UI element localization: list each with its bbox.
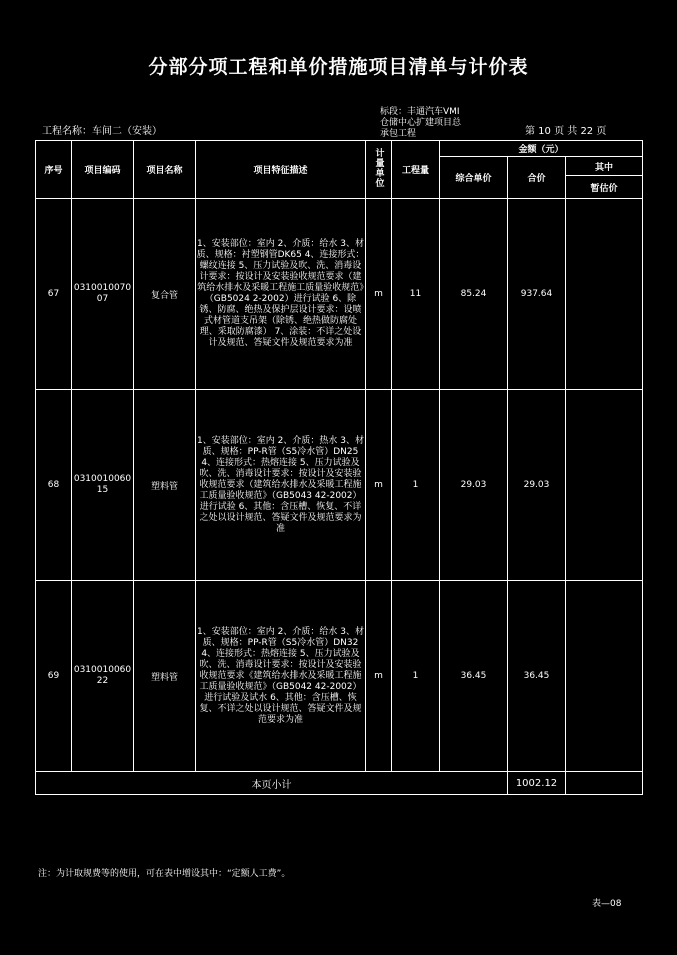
subtotal-label: 本页小计 <box>36 772 508 795</box>
cell-unit-price: 36.45 <box>440 581 508 772</box>
cell-quantity: 1 <box>392 581 440 772</box>
section-meta <box>380 107 461 140</box>
cell-total-price: 937.64 <box>508 199 566 390</box>
section-meta-line-3: 承包工程 <box>380 129 417 139</box>
cell-project-name: 复合管 <box>134 199 196 390</box>
project-name-value: 车间二（安装） <box>92 126 162 137</box>
project-name-label: 工程名称： <box>42 126 92 137</box>
cell-code: 031001007007 <box>72 199 134 390</box>
header-quantity: 工程量 <box>392 141 440 199</box>
cell-unit: m <box>366 581 392 772</box>
bill-of-quantities-table <box>35 140 643 795</box>
header-code: 项目编码 <box>72 141 134 199</box>
header-unit: 计量单位 <box>366 141 392 199</box>
subtotal-estimated <box>566 772 643 795</box>
header-unit-price: 综合单价 <box>440 157 508 199</box>
cell-feature: 1、安装部位：室内 2、介质：热水 3、材质、规格：PP-R管（S5冷水管）DN25 4、连接形式：热熔连接 5、压力试验及吹、洗、消毒设计要求：按设计及安装验收规范要求（建筑给水排水及采暖工程施工质量验收规范》（GB5043 42-2002）进行试验 6、其他：含压槽、恢复、不详之处以设计规范、答疑文件及规范要求为准 <box>196 390 366 581</box>
cell-estimated-price <box>566 199 643 390</box>
header-total-price: 合价 <box>508 157 566 199</box>
section-meta-line-2: 仓储中心扩建项目总 <box>380 118 462 128</box>
header-estimated-price: 暂估价 <box>566 176 643 199</box>
footnote: 注：为计取规费等的使用，可在表中增设其中：“定额人工费”。 <box>38 869 291 879</box>
header-project-name: 项目名称 <box>134 141 196 199</box>
cell-project-name: 塑料管 <box>134 390 196 581</box>
cell-seq: 67 <box>36 199 72 390</box>
header-seq: 序号 <box>36 141 72 199</box>
cell-code: 031001006015 <box>72 390 134 581</box>
page-indicator: 第 10 页 共 22 页 <box>525 126 607 137</box>
form-code: 表—08 <box>592 899 622 909</box>
table-row <box>36 199 643 390</box>
header-feature: 项目特征描述 <box>196 141 366 199</box>
cell-unit: m <box>366 199 392 390</box>
cell-feature: 1、安装部位：室内 2、介质：给水 3、材质、规格：PP-R管（S5冷水管）DN32 4、连接形式：热熔连接 5、压力试验及吹、洗、消毒设计要求：按设计及安装验收规范要求《建筑给水排水及采暖工程施工质量验收规范》（GB5042 42-2002）进行试验及试水 6、其他：含压槽、恢复、不详之处以设计规范、答疑文件及规范要求为准 <box>196 581 366 772</box>
cell-seq: 68 <box>36 390 72 581</box>
subtotal-row <box>36 772 643 795</box>
cell-code: 031001006022 <box>72 581 134 772</box>
table-body <box>36 199 643 795</box>
cell-total-price: 29.03 <box>508 390 566 581</box>
cell-feature: 1、安装部位：室内 2、介质：给水 3、材质、规格：衬塑钢管DK65 4、连接形式：螺纹连接 5、压力试验及吹、洗、消毒设计要求：按设计及安装验收规范要求（建筑给水排水及采暖工程施工质量验收规范》（GB5024 2-2002）进行试验 6、除锈、防腐、绝热及保护层设计要求：设喷式材管道支吊架（除锈、绝热做防腐处理、采取防腐漆） 7、涂装：不详之处设计及规范、答疑文件及规范要求为准 <box>196 199 366 390</box>
cell-unit-price: 85.24 <box>440 199 508 390</box>
cell-quantity: 11 <box>392 199 440 390</box>
cell-estimated-price <box>566 390 643 581</box>
table-row <box>36 390 643 581</box>
cell-unit: m <box>366 390 392 581</box>
cell-estimated-price <box>566 581 643 772</box>
subtotal-total: 1002.12 <box>508 772 566 795</box>
project-name-line <box>42 122 162 137</box>
cell-quantity: 1 <box>392 390 440 581</box>
section-meta-line-1: 标段：丰通汽车VMI <box>380 107 460 117</box>
page-title: 分部分项工程和单价措施项目清单与计价表 <box>148 56 529 78</box>
header-among-which: 其中 <box>566 157 643 176</box>
cell-seq: 69 <box>36 581 72 772</box>
cell-project-name: 塑料管 <box>134 581 196 772</box>
table-row <box>36 581 643 772</box>
cell-total-price: 36.45 <box>508 581 566 772</box>
header-amount-group: 金额（元） <box>440 141 643 157</box>
cell-unit-price: 29.03 <box>440 390 508 581</box>
